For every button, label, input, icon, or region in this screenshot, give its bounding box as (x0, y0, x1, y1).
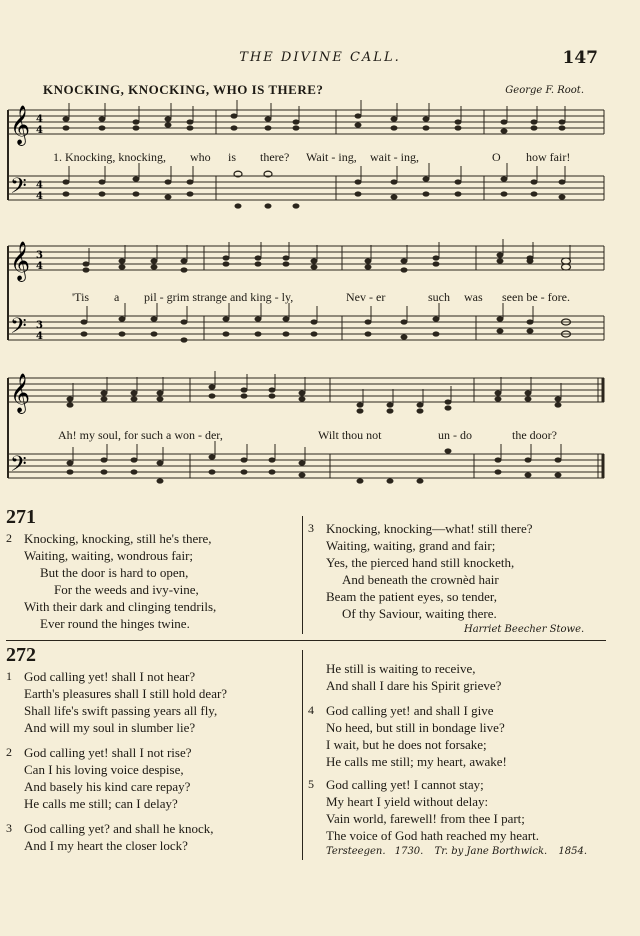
lyric-syllable: wait - ing, (370, 150, 419, 164)
verse-line: God calling yet! shall I not rise? (24, 745, 192, 760)
verse-line: God calling yet! and shall I give (326, 703, 494, 718)
verse-number: 1 (6, 669, 12, 683)
verse-line: He still is waiting to receive, (326, 661, 476, 676)
verse-line: God calling yet! shall I not hear? (24, 669, 196, 684)
verse-line: Waiting, waiting, grand and fair; (326, 538, 496, 553)
lyric-syllable: the door? (512, 428, 557, 442)
column-divider (302, 650, 303, 860)
hymn-272-attribution (326, 846, 587, 857)
author-year: 1730. (394, 846, 424, 857)
lyric-syllable: Wait - ing, (306, 150, 357, 164)
verse-line: And shall I dare his Spirit grieve? (326, 678, 502, 693)
page-number: 147 (562, 48, 598, 68)
lyric-syllable: a (114, 290, 120, 304)
verse-line: Ever round the hinges twine. (40, 616, 190, 631)
verse-line: Beam the patient eyes, so tender, (326, 589, 497, 604)
verse-line: Waiting, waiting, wondrous fair; (24, 548, 194, 563)
verse-number: 2 (6, 531, 12, 545)
svg-text:𝄢: 𝄢 (10, 452, 27, 482)
verse-line: And I my heart the closer lock? (24, 838, 188, 853)
svg-text:𝄞: 𝄞 (10, 373, 31, 413)
hymn-272-verse-2 (6, 744, 192, 812)
verse-number: 2 (6, 745, 12, 759)
svg-text:4: 4 (36, 114, 43, 125)
verse-line: Knocking, knocking, still he's there, (24, 531, 212, 546)
verse-line: He calls me still; my heart, awake! (326, 754, 507, 769)
verse-line: For the weeds and ivy-vine, (54, 582, 199, 597)
lyric-syllable: is (228, 150, 237, 164)
hymn-271-author: Harriet Beecher Stowe. (464, 624, 585, 635)
svg-text:𝄞: 𝄞 (10, 241, 31, 281)
svg-text:4: 4 (36, 261, 43, 272)
hymn-272-verse-3 (6, 820, 214, 854)
verse-line: And beneath the crownèd hair (342, 572, 499, 587)
lyric-syllable: 1. Knocking, knocking, (53, 150, 166, 164)
hymn-number-272: 272 (6, 644, 36, 666)
hymn-272-verse-4 (308, 702, 507, 770)
svg-text:𝄞: 𝄞 (10, 105, 31, 145)
hymn-272-verse-3-continued (326, 660, 501, 694)
translator-year: 1854. (558, 846, 588, 857)
verse-number: 3 (6, 821, 12, 835)
music-system-3 (6, 368, 610, 503)
svg-text:𝄢: 𝄢 (10, 174, 27, 204)
verse-number: 5 (308, 777, 314, 791)
verse-line: Vain world, farewell! from thee I part; (326, 811, 525, 826)
column-divider (302, 516, 303, 634)
verse-line: And basely his kind care repay? (24, 779, 191, 794)
verse-line: God calling yet? and shall he knock, (24, 821, 214, 836)
svg-text:3: 3 (36, 250, 43, 261)
svg-text:3: 3 (36, 320, 43, 331)
hymn-271-verse-3 (308, 520, 533, 622)
verse-line: Of thy Saviour, waiting there. (342, 606, 497, 621)
lyric-syllable: there? (260, 150, 290, 164)
hymn-272-verse-5 (308, 776, 539, 844)
verse-line: I wait, but he does not forsake; (326, 737, 487, 752)
verse-line: The voice of God hath reached my heart. (326, 828, 539, 843)
music-system-2 (6, 234, 610, 359)
verse-number: 4 (308, 703, 314, 717)
verse-line: But the door is hard to open, (40, 565, 189, 580)
lyric-syllable: was (464, 290, 483, 304)
svg-text:4: 4 (36, 331, 43, 342)
lyric-syllable: O (492, 150, 501, 164)
verse-line: And will my soul in slumber lie? (24, 720, 196, 735)
section-divider (6, 640, 606, 641)
svg-text:4: 4 (36, 191, 43, 202)
hymn-number-271: 271 (6, 506, 36, 528)
verse-line: No heed, but still in bondage live? (326, 720, 505, 735)
lyric-syllable: Wilt thou not (318, 428, 382, 442)
verse-line: Earth's pleasures shall I still hold dear? (24, 686, 228, 701)
verse-number: 3 (308, 521, 314, 535)
svg-text:𝄢: 𝄢 (10, 314, 27, 344)
lyric-syllable: how fair! (526, 150, 571, 164)
verse-line: With their dark and clinging tendrils, (24, 599, 217, 614)
svg-text:4: 4 (36, 125, 43, 136)
verse-line: Knocking, knocking—what! still there? (326, 521, 533, 536)
lyric-syllable: Ah! my soul, for such a won - der, (58, 428, 223, 442)
svg-text:4: 4 (36, 180, 43, 191)
running-head: THE DIVINE CALL. (239, 50, 401, 65)
verse-line: Can I his loving voice despise, (24, 762, 184, 777)
lyric-syllable: un - do (438, 428, 472, 442)
hymn-271-verse-2 (6, 530, 217, 632)
music-system-1 (6, 100, 610, 225)
hymn-272-verse-1 (6, 668, 228, 736)
hymn-title: KNOCKING, KNOCKING, WHO IS THERE? (43, 82, 324, 97)
verse-line: God calling yet! I cannot stay; (326, 777, 484, 792)
composer-credit: George F. Root. (505, 85, 584, 96)
verse-line: Shall life's swift passing years all fly, (24, 703, 218, 718)
lyric-syllable: pil - grim strange and king - ly, (144, 290, 294, 304)
verse-line: Yes, the pierced hand still knocketh, (326, 555, 515, 570)
author: Tersteegen. (326, 846, 386, 857)
verse-line: He calls me still; can I delay? (24, 796, 178, 811)
lyric-syllable: 'Tis (72, 290, 90, 304)
translator: Tr. by Jane Borthwick. (434, 846, 548, 857)
verse-line: My heart I yield without delay: (326, 794, 489, 809)
lyric-syllable: such (428, 290, 450, 304)
lyric-syllable: seen be - fore. (502, 290, 570, 304)
lyric-syllable: who (190, 150, 211, 164)
lyric-syllable: Nev - er (346, 290, 386, 304)
